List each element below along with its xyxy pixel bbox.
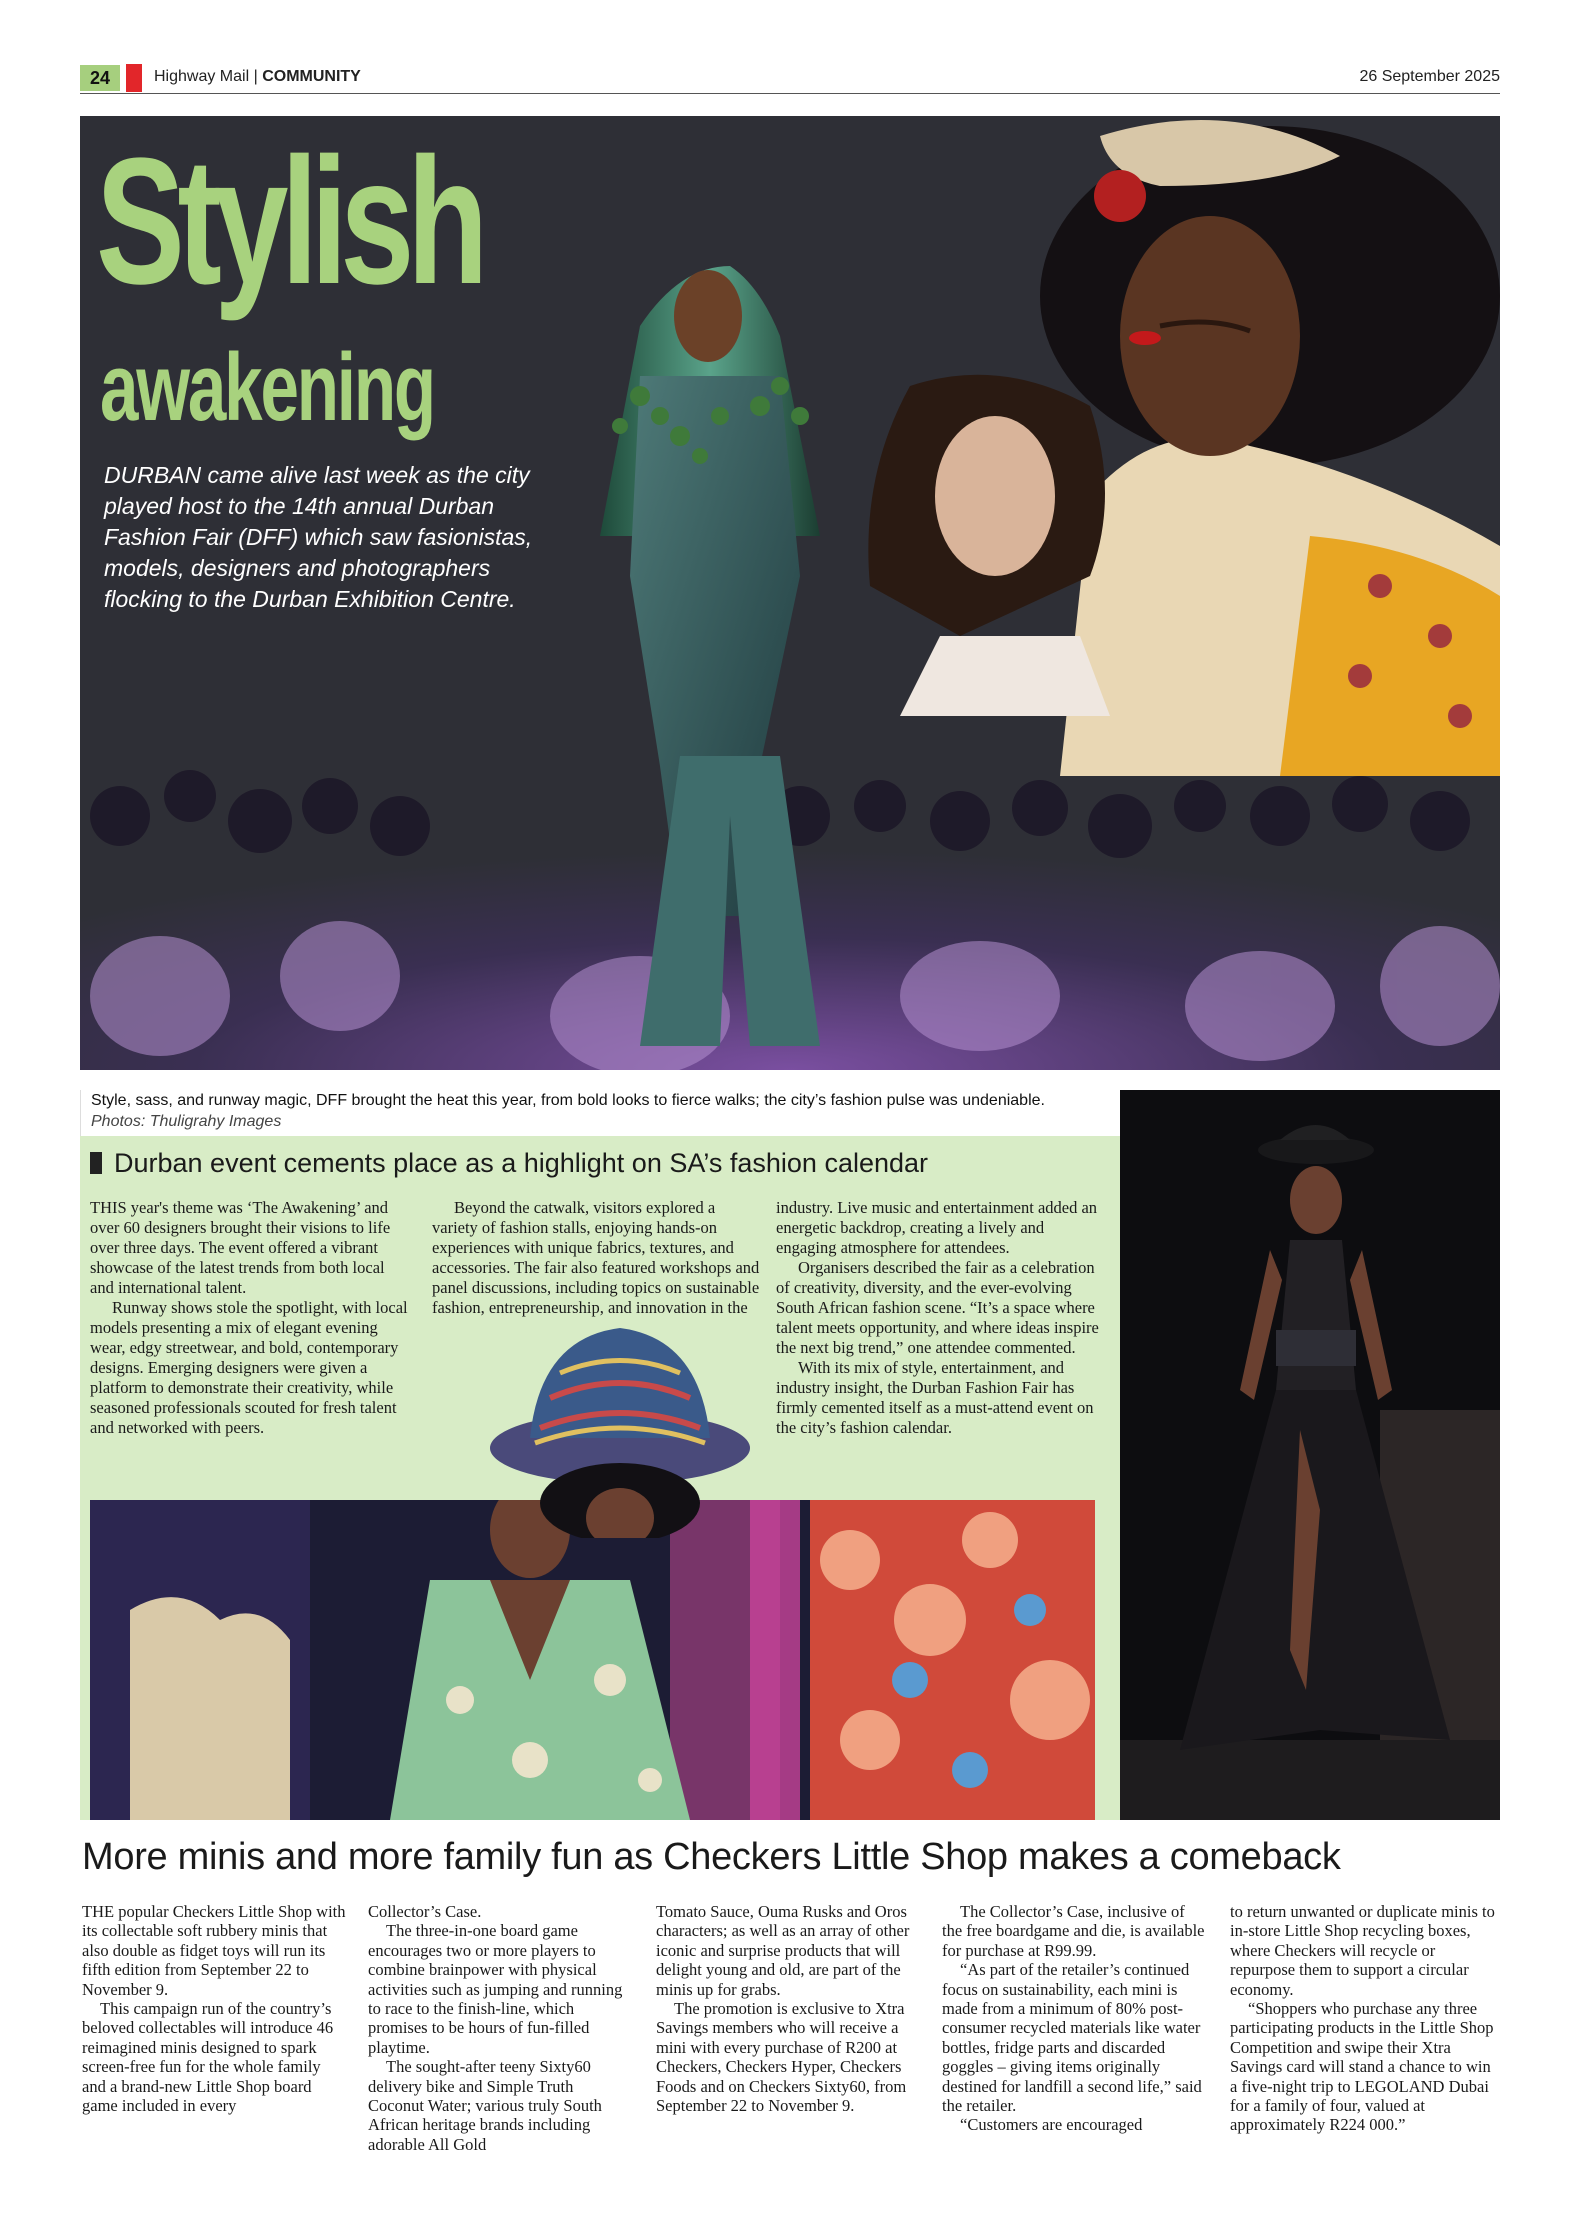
paragraph: Runway shows stole the spotlight, with local models presenting a mix of elegant evening wear, edgy streetwear, and bold, contemporary designs. Emerging designers were given a platform to demonstrate their creativity, while seasoned professionals scouted for fresh talent and networked with peers. [90,1298,408,1437]
story2-column-4 [942,1902,1206,2135]
paragraph: THIS year's theme was ‘The Awakening’ and over 60 designers brought their visions to life over three days. The event offered a vibrant showcase of the latest trends from both local and international talent. [90,1198,391,1297]
issue-date: 26 September 2025 [1359,68,1500,85]
hat-illustration [90,1500,1095,1820]
paragraph: “Customers are encouraged [960,2115,1143,2135]
intro-paragraph: DURBAN came alive last week as the city played host to the 14th annual Durban Fashion Fair (DFF) which saw fasionistas, models, designers and photographers flocking to the Durban Exhibition Centre. [104,462,533,612]
headline-stylish: Stylish [96,121,481,322]
paragraph: The three-in-one board game encourages two or more players to combine brainpower with physical activities such as jumping and running to race to the finish-line, which promises to be hours of fun-filled playtime. [368,1921,623,2057]
headline-marker [90,1152,102,1174]
hat-overlap-illustration [480,1318,760,1538]
story2-column-3 [656,1902,920,2115]
runway-photo-crochet-hat [90,1500,1095,1820]
panel-edge-left [80,1500,90,1820]
paper-title: Highway Mail [154,68,250,85]
paragraph: The sought-after teeny Sixty60 delivery bike and Simple Truth Coconut Water; various truly South African heritage brands including adorable All Gold [368,2057,602,2154]
story2-column-5 [1230,1902,1498,2135]
paragraph: Tomato Sauce, Ouma Rusks and Oros characters; as well as an array of other iconic and surprise products that will delight young and old, are part of the minis up for grabs. [656,1902,910,1999]
paragraph: The promotion is exclusive to Xtra Savings members who will receive a mini with every purchase of R200 at Checkers, Checkers Hyper, Checkers Foods and on Checkers Sixty60, from September 22 to November 9. [656,1999,907,2116]
story2-column-1 [82,1902,346,2115]
page-number: 24 [80,65,120,91]
paragraph: This campaign run of the country’s beloved collectables will introduce 46 reimagined minis designed to spark screen-free fun for the whole family and a brand-new Little Shop board game included in every [82,1999,334,2116]
paragraph: Organisers described the fair as a celebration of creativity, diversity, and the ever-evolving South African fashion scene. “It’s a space where talent meets opportunity, and where ideas inspire the next big trend,” one attendee commented. [776,1258,1099,1357]
paper-name: Highway Mail | COMMUNITY [154,68,361,85]
gown-illustration [1120,1090,1500,1820]
runway-photo-black-gown [1120,1090,1500,1820]
paragraph: to return unwanted or duplicate minis to in-store Little Shop recycling boxes, where Checkers will recycle or repurpose them to support a circular economy. [1230,1902,1495,1999]
paragraph: THE popular Checkers Little Shop with its collectable soft rubbery minis that also double as fidget toys will run its fifth edition from September 22 to November 9. [82,1902,346,1999]
story1-column-3 [776,1198,1106,1438]
paragraph: “Shoppers who purchase any three participating products in the Little Shop Competition and swipe their Xtra Savings card will stand a chance to win a five-night trip to LEGOLAND Dubai for a family of four, valued at approximately R224 000.” [1230,1999,1494,2135]
red-accent-bar [126,64,142,92]
section-name: COMMUNITY [262,68,361,85]
story2-headline: More minis and more family fun as Checkers Little Shop makes a comeback [82,1836,1341,1878]
story-headline-text: Durban event cements place as a highlight on SA’s fashion calendar [114,1148,929,1178]
paragraph: Collector’s Case. [368,1902,482,1921]
story1-column-2 [432,1198,760,1318]
paragraph: “As part of the retailer’s continued focus on sustainability, each mini is made from a minimum of 80% post-consumer recycled materials like water bottles, fridge parts and discarded goggles – giving items originally destined for landfill a second life,” said the retailer. [942,1960,1202,2116]
hero-photo-collage [80,116,1500,1070]
paragraph: industry. Live music and entertainment added an energetic backdrop, creating a lively and engaging atmosphere for attendees. [776,1198,1098,1257]
paragraph: The Collector’s Case, inclusive of the free boardgame and die, is available for purchase at R99.99. [942,1902,1205,1960]
panel-edge-right [1095,1500,1120,1820]
photo-caption [80,1090,1120,1136]
story2-column-2 [368,1902,632,2154]
caption-text: Style, sass, and runway magic, DFF brought the heat this year, from bold looks to fierce walks; the city’s fashion pulse was undeniable. [91,1092,1045,1109]
photo-credit: Photos: Thuligrahy Images [91,1113,282,1130]
story1-column-1 [90,1198,412,1438]
paragraph: With its mix of style, entertainment, and industry insight, the Durban Fashion Fair has firmly cemented itself as a must-attend event on the city’s fashion calendar. [776,1358,1094,1437]
paragraph: Beyond the catwalk, visitors explored a variety of fashion stalls, enjoying hands-on experiences with unique fabrics, textures, and accessories. The fair also featured workshops and panel discussions, including topics on sustainable fashion, entrepreneurship, and innovation in the [432,1198,760,1317]
headline-awakening: awakening [100,334,434,441]
page-header [80,64,1500,94]
